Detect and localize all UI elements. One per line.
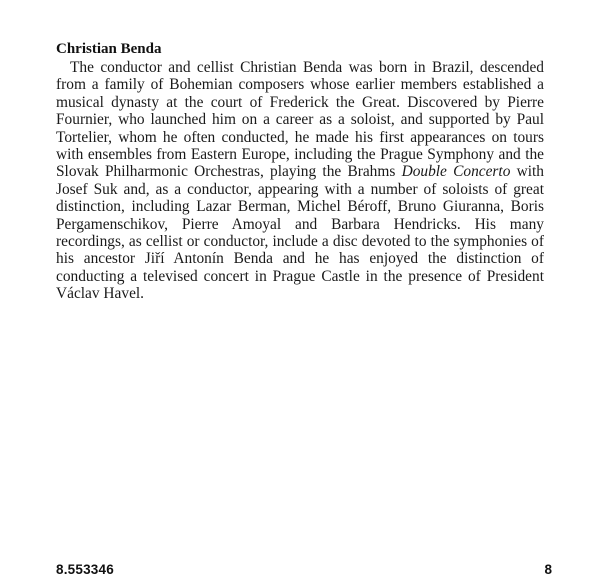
biography-section [56, 40, 544, 303]
catalog-number: 8.553346 [56, 562, 114, 577]
biography-paragraph [56, 59, 544, 303]
biography-text-part1: The conductor and cellist Christian Benda was born in Brazil, descended from a family of Bohemian composers whose earlier members established a musical dynasty at the court of Frederick the Great. Discovered by Pierre Fournier, who launched him on a career as a soloist, and supported by Paul Tortelier, whom he often conducted, he made his first appearances on tours with ensembles from Eastern Europe, including the Prague Symphony and the Slovak Philharmonic Orchestras, playing the Brahms [56, 59, 544, 181]
page-number: 8 [544, 562, 552, 577]
biography-text-part2: with Josef Suk and, as a conductor, appearing with a number of soloists of great distinction, including Lazar Berman, Michel Béroff, Bruno Giuranna, Boris Pergamenschikov, Pierre Amoyal and Barbara Hendricks. His many recordings, as cellist or conductor, include a disc devoted to the symphonies of his ancestor Jiří Antonín Benda and he has enjoyed the distinction of conducting a televised concert in Prague Castle in the presence of President Václav Havel. [56, 163, 544, 303]
biography-heading: Christian Benda [56, 41, 162, 57]
biography-work-title: Double Concerto [401, 163, 511, 181]
